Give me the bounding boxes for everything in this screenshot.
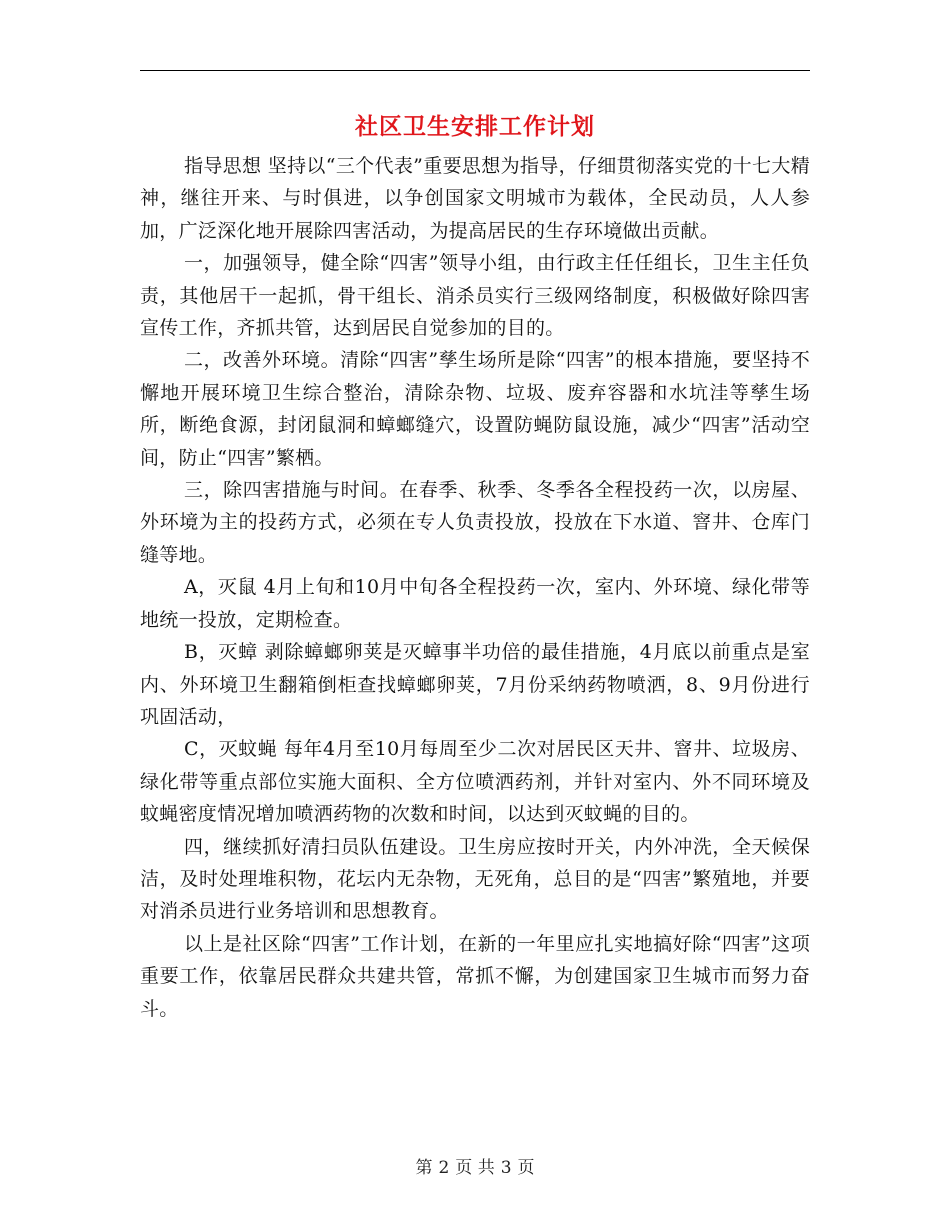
paragraph-rodent-control: A，灭鼠 4月上旬和10月中旬各全程投药一次，室内、外环境、绿化带等地统一投放，定期检查。 (140, 576, 810, 631)
document-title: 社区卫生安排工作计划 (355, 113, 595, 140)
paragraph-cockroach-control: B，灭蟑 剥除蟑螂卵荚是灭蟑事半功倍的最佳措施，4月底以前重点是室内、外环境卫生翻箱倒柜查找蟑螂卵荚，7月份采纳药物喷洒，8、9月份进行巩固活动， (140, 641, 810, 728)
paragraph-leadership: 一，加强领导，健全除“四害”领导小组，由行政主任任组长，卫生主任负责，其他居干一起抓，骨干组长、消杀员实行三级网络制度，积极做好除四害宣传工作，齐抓共管，达到居民自觉参加的目的。 (140, 252, 810, 340)
header-rule (140, 70, 810, 71)
paragraph-measures: 三，除四害措施与时间。在春季、秋季、冬季各全程投药一次，以房屋、外环境为主的投药方式，必须在专人负责投放，投放在下水道、窨井、仓库门缝等地。 (140, 479, 810, 566)
paragraph-guiding-ideology: 指导思想 坚持以“三个代表”重要思想为指导，仔细贯彻落实党的十七大精神，继往开来、与时俱进，以争创国家文明城市为载体，全民动员，人人参加，广泛深化地开展除四害活动，为提高居民的生存环境做出贡献。 (140, 155, 810, 242)
paragraph-environment: 二，改善外环境。清除“四害”孳生场所是除“四害”的根本措施，要坚持不懈地开展环境卫生综合整治，清除杂物、垃圾、废弃容器和水坑洼等孳生场所，断绝食源，封闭鼠洞和蟑螂缝穴，设置防蝇防鼠设施，减少“四害”活动空间，防止“四害”繁栖。 (140, 349, 810, 469)
paragraph-cleaning-team: 四，继续抓好清扫员队伍建设。卫生房应按时开关，内外冲洗，全天候保洁，及时处理堆积物，花坛内无杂物，无死角，总目的是“四害”繁殖地，并要对消杀员进行业务培训和思想教育。 (140, 835, 810, 923)
current-page-number: 2 (438, 1158, 450, 1178)
page-label-mid: 页 共 (455, 1158, 495, 1178)
paragraph-mosquito-fly-control: C，灭蚊蝇 每年4月至10月每周至少二次对居民区天井、窨井、垃圾房、绿化带等重点部位实施大面积、全方位喷洒药剂，并针对室内、外不同环境及蚊蝇密度情况增加喷洒药物的次数和时间，以达到灭蚊蝇的目的。 (140, 738, 810, 826)
paragraph-conclusion: 以上是社区除“四害”工作计划，在新的一年里应扎实地搞好除“四害”这项重要工作，依靠居民群众共建共管，常抓不懈，为创建国家卫生城市而努力奋斗。 (140, 932, 810, 1020)
page-label-prefix: 第 (415, 1158, 433, 1178)
page-number-footer (140, 1153, 810, 1178)
total-pages-number: 3 (500, 1158, 512, 1178)
document-body (140, 150, 810, 1025)
page-label-suffix: 页 (517, 1158, 535, 1178)
